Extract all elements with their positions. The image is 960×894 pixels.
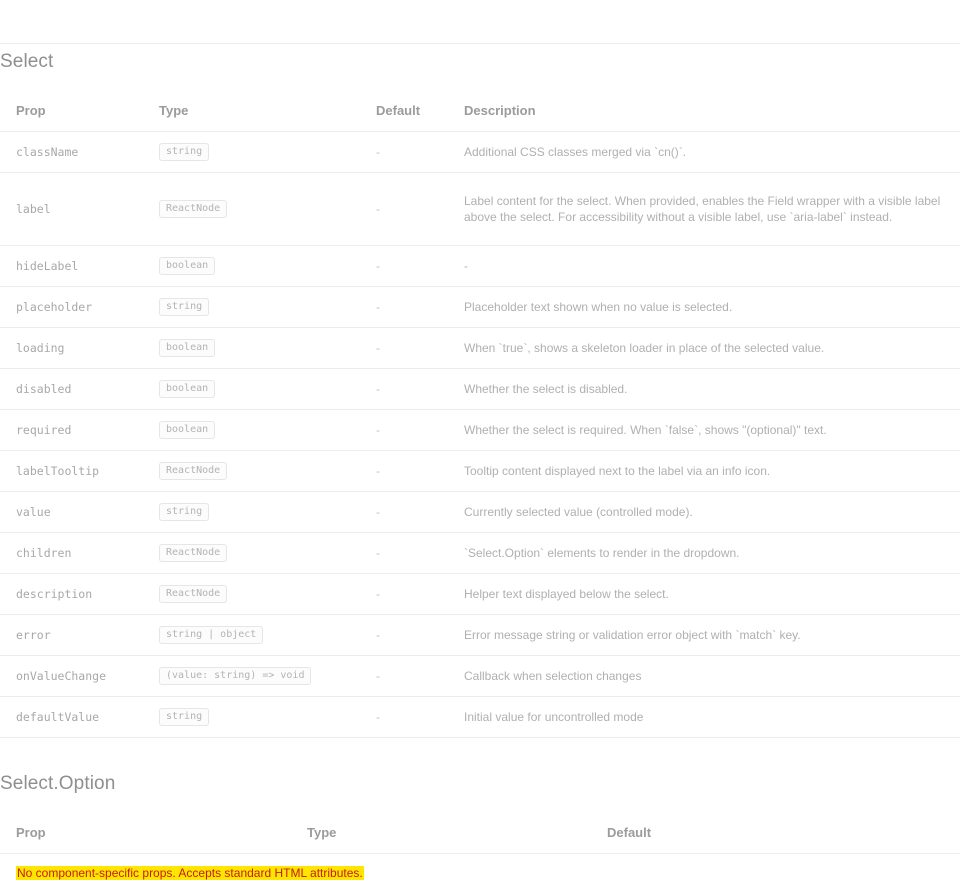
prop-cell xyxy=(0,655,143,696)
table-header-row xyxy=(0,813,960,853)
type-badge: string xyxy=(159,298,209,316)
prop-name: loading xyxy=(16,340,65,355)
description-cell: `Select.Option` elements to render in the dropdown. xyxy=(448,532,960,573)
type-badge: string xyxy=(159,143,209,161)
header-description: Description xyxy=(448,91,960,131)
type-cell xyxy=(143,491,360,532)
header-prop: Prop xyxy=(0,91,143,131)
type-cell xyxy=(143,286,360,327)
header-default: Default xyxy=(591,813,960,853)
type-cell xyxy=(143,450,360,491)
prop-name: disabled xyxy=(16,381,72,396)
table-row xyxy=(0,286,960,327)
default-cell: - xyxy=(360,696,448,737)
default-cell: - xyxy=(360,532,448,573)
prop-cell xyxy=(0,573,143,614)
default-cell: - xyxy=(360,409,448,450)
default-cell: - xyxy=(360,655,448,696)
type-cell xyxy=(143,532,360,573)
prop-name: defaultValue xyxy=(16,709,100,724)
type-cell xyxy=(143,245,360,286)
table-row xyxy=(0,368,960,409)
type-cell xyxy=(143,327,360,368)
type-cell xyxy=(143,655,360,696)
no-props-note-cell xyxy=(0,853,960,893)
type-cell xyxy=(143,172,360,245)
header-default: Default xyxy=(360,91,448,131)
description-cell: When `true`, shows a skeleton loader in place of the selected value. xyxy=(448,327,960,368)
type-badge: (value: string) => void xyxy=(159,667,311,685)
prop-name: placeholder xyxy=(16,299,93,314)
prop-name: value xyxy=(16,504,51,519)
default-cell: - xyxy=(360,327,448,368)
prop-cell xyxy=(0,131,143,172)
table-row xyxy=(0,245,960,286)
description-cell: Whether the select is disabled. xyxy=(448,368,960,409)
type-badge: boolean xyxy=(159,421,215,439)
default-cell: - xyxy=(360,172,448,245)
type-cell xyxy=(143,131,360,172)
table-row xyxy=(0,696,960,737)
description-cell: Whether the select is required. When `false`, shows "(optional)" text. xyxy=(448,409,960,450)
description-cell: Helper text displayed below the select. xyxy=(448,573,960,614)
header-type: Type xyxy=(143,91,360,131)
default-cell: - xyxy=(360,614,448,655)
default-cell: - xyxy=(360,573,448,614)
default-cell: - xyxy=(360,491,448,532)
select-option-props-table xyxy=(0,813,960,893)
description-cell: Label content for the select. When provided, enables the Field wrapper with a visible label above the select. For accessibility without a visible label, use `aria-label` instead. xyxy=(448,172,960,245)
prop-cell xyxy=(0,614,143,655)
prop-name: required xyxy=(16,422,72,437)
prop-name: hideLabel xyxy=(16,258,79,273)
prop-name: onValueChange xyxy=(16,668,107,683)
description-cell: Additional CSS classes merged via `cn()`. xyxy=(448,131,960,172)
select-section-title: Select xyxy=(0,51,54,72)
type-cell xyxy=(143,614,360,655)
select-option-section-title: Select.Option xyxy=(0,773,116,794)
prop-name: description xyxy=(16,586,93,601)
type-cell xyxy=(143,368,360,409)
default-cell: - xyxy=(360,368,448,409)
table-row xyxy=(0,655,960,696)
type-badge: string | object xyxy=(159,626,263,644)
default-cell: - xyxy=(360,286,448,327)
type-badge: ReactNode xyxy=(159,585,227,603)
prop-cell xyxy=(0,172,143,245)
default-cell: - xyxy=(360,245,448,286)
table-row xyxy=(0,614,960,655)
description-cell: Placeholder text shown when no value is selected. xyxy=(448,286,960,327)
table-row xyxy=(0,532,960,573)
table-row xyxy=(0,853,960,893)
table-row xyxy=(0,450,960,491)
type-badge: string xyxy=(159,708,209,726)
type-badge: ReactNode xyxy=(159,544,227,562)
type-cell xyxy=(143,573,360,614)
prop-cell xyxy=(0,491,143,532)
description-cell: Initial value for uncontrolled mode xyxy=(448,696,960,737)
type-badge: string xyxy=(159,503,209,521)
table-row xyxy=(0,131,960,172)
prop-cell xyxy=(0,532,143,573)
no-props-note: No component-specific props. Accepts standard HTML attributes. xyxy=(17,866,363,881)
prop-cell xyxy=(0,450,143,491)
type-badge: boolean xyxy=(159,380,215,398)
prop-cell xyxy=(0,327,143,368)
table-row xyxy=(0,172,960,245)
prop-cell xyxy=(0,368,143,409)
prop-name: children xyxy=(16,545,72,560)
prop-name: error xyxy=(16,627,51,642)
top-divider xyxy=(0,43,960,44)
prop-cell xyxy=(0,286,143,327)
type-badge: ReactNode xyxy=(159,200,227,218)
description-cell: Currently selected value (controlled mode). xyxy=(448,491,960,532)
prop-cell xyxy=(0,245,143,286)
type-badge: boolean xyxy=(159,257,215,275)
header-prop: Prop xyxy=(0,813,291,853)
description-cell: - xyxy=(448,245,960,286)
type-cell xyxy=(143,696,360,737)
description-cell: Tooltip content displayed next to the label via an info icon. xyxy=(448,450,960,491)
table-row xyxy=(0,409,960,450)
prop-cell xyxy=(0,696,143,737)
table-header-row xyxy=(0,91,960,131)
prop-name: labelTooltip xyxy=(16,463,100,478)
default-cell: - xyxy=(360,131,448,172)
default-cell: - xyxy=(360,450,448,491)
select-props-table xyxy=(0,91,960,738)
table-row xyxy=(0,327,960,368)
description-cell: Callback when selection changes xyxy=(448,655,960,696)
table-row xyxy=(0,491,960,532)
type-badge: boolean xyxy=(159,339,215,357)
prop-name: label xyxy=(16,201,51,216)
header-type: Type xyxy=(291,813,591,853)
type-cell xyxy=(143,409,360,450)
description-cell: Error message string or validation error object with `match` key. xyxy=(448,614,960,655)
type-badge: ReactNode xyxy=(159,462,227,480)
prop-cell xyxy=(0,409,143,450)
table-row xyxy=(0,573,960,614)
prop-name: className xyxy=(16,144,79,159)
